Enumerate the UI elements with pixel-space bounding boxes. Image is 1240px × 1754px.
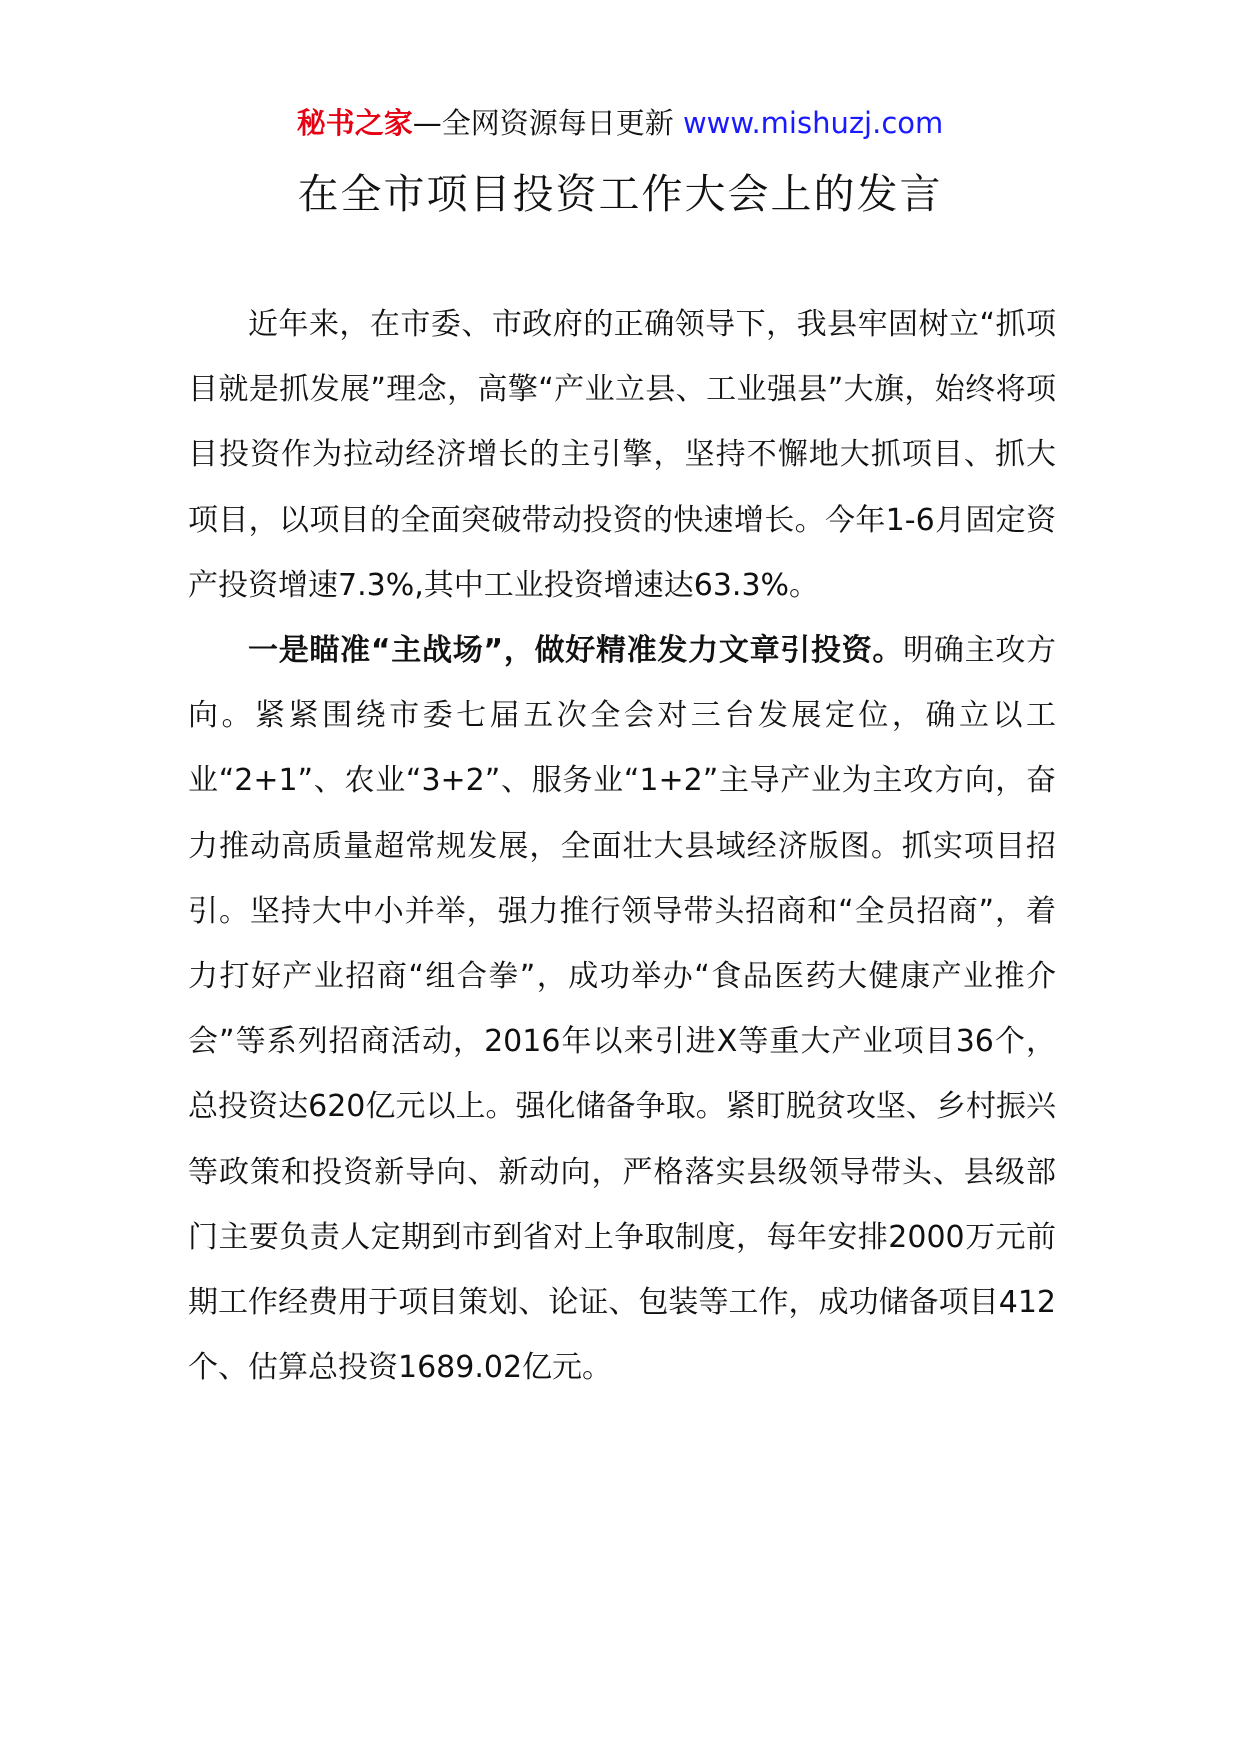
site-slogan: —全网资源每日更新	[412, 106, 674, 140]
site-header	[0, 103, 1240, 143]
document-title: 在全市项目投资工作大会上的发言	[297, 170, 943, 218]
paragraph-intro	[188, 292, 1056, 618]
document-body	[188, 292, 1056, 1400]
paragraph-lead: 一是瞄准“主战场”，做好精准发力文章引投资。	[248, 633, 904, 669]
site-url-link[interactable]: www.mishuzj.com	[682, 106, 944, 140]
paragraph-text: 明确主攻方向。紧紧围绕市委七届五次全会对三台发展定位，确立以工业“2+1”、农业“3+2”、服务业“1+2”主导产业为主攻方向，奋力推动高质量超常规发展，全面壮大县域经济版图。抓实项目招引。坚持大中小并举，强力推行领导带头招商和“全员招商”，着力打好产业招商“组合拳”，成功举办“食品医药大健康产业推介会”等系列招商活动，2016年以来引进X等重大产业项目36个，总投资达620亿元以上。强化储备争取。紧盯脱贫攻坚、乡村振兴等政策和投资新导向、新动向，严格落实县级领导带头、县级部门主要负责人定期到市到省对上争取制度，每年安排2000万元前期工作经费用于项目策划、论证、包装等工作，成功储备项目412个、估算总投资1689.02亿元。	[188, 633, 1056, 1386]
paragraph-point-one	[188, 618, 1056, 1400]
paragraph-text: 近年来，在市委、市政府的正确领导下，我县牢固树立“抓项目就是抓发展”理念，高擎“产业立县、工业强县”大旗，始终将项目投资作为拉动经济增长的主引擎，坚持不懈地大抓项目、抓大项目，以项目的全面突破带动投资的快速增长。今年1-6月固定资产投资增速7.3%,其中工业投资增速达63.3%。	[188, 307, 1056, 603]
site-brand: 秘书之家	[296, 106, 413, 140]
